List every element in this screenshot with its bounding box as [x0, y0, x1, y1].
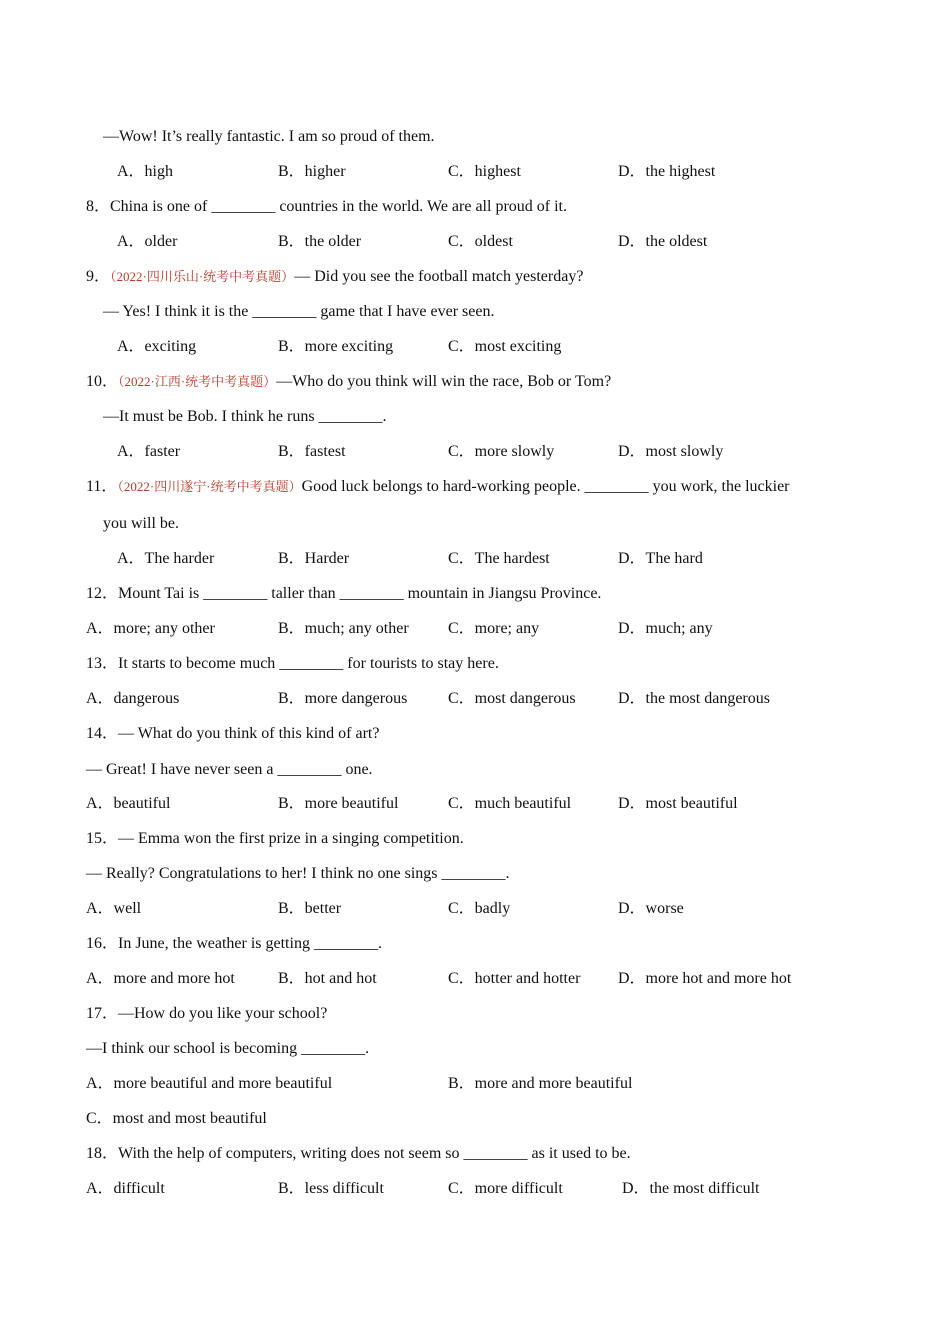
q16-option-a: A．more and more hot — [86, 970, 235, 987]
q12-stem: 12．Mount Tai is ________ taller than ________ mountain in Jiangsu Province. — [86, 585, 602, 602]
q15-stem: 15．— Emma won the first prize in a singing competition. — [86, 830, 464, 847]
q11-option-c: C．The hardest — [448, 550, 550, 567]
q7-reply: —Wow! It’s really fantastic. I am so proud of them. — [103, 128, 435, 145]
q14-stem: 14．— What do you think of this kind of art? — [86, 725, 380, 742]
q10-source-label: （2022·江西·统考中考真题） — [118, 374, 277, 389]
q17-option-a: A．more beautiful and more beautiful — [86, 1075, 333, 1092]
q18-option-d: D．the most difficult — [622, 1180, 760, 1197]
q7-option-d: D．the highest — [618, 163, 716, 180]
q9-reply: — Yes! I think it is the ________ game that I have ever seen. — [103, 303, 495, 320]
q11-stem-continued: you will be. — [103, 515, 179, 532]
q11-option-a: A．The harder — [117, 550, 215, 567]
q18-option-b: B．less difficult — [278, 1180, 384, 1197]
q8-stem: 8．China is one of ________ countries in the world. We are all proud of it. — [86, 198, 567, 215]
q11-number: 11． — [86, 478, 118, 495]
q13-option-a: A．dangerous — [86, 690, 180, 707]
q15-option-b: B．better — [278, 900, 342, 917]
q10-stem — [86, 372, 611, 392]
q10-number: 10． — [86, 373, 119, 390]
q17-option-b: B．more and more beautiful — [448, 1075, 633, 1092]
q13-stem: 13．It starts to become much ________ for tourists to stay here. — [86, 655, 499, 672]
q11-option-b: B．Harder — [278, 550, 350, 567]
q10-option-b: B．fastest — [278, 443, 346, 460]
q9-number: 9． — [86, 268, 111, 285]
q18-stem: 18．With the help of computers, writing does not seem so ________ as it used to be. — [86, 1145, 631, 1162]
q18-option-c: C．more difficult — [448, 1180, 563, 1197]
q11-source-label: （2022·四川遂宁·统考中考真题） — [117, 479, 302, 494]
q10-option-c: C．more slowly — [448, 443, 555, 460]
q9-question: — Did you see the football match yesterday? — [294, 268, 584, 285]
q10-reply: —It must be Bob. I think he runs ________. — [103, 408, 387, 425]
q10-question: —Who do you think will win the race, Bob or Tom? — [276, 373, 612, 390]
q14-reply: — Great! I have never seen a ________ one. — [86, 761, 373, 778]
q9-stem — [86, 267, 583, 287]
q13-option-d: D．the most dangerous — [618, 690, 770, 707]
q12-option-a: A．more; any other — [86, 620, 215, 637]
q17-reply: —I think our school is becoming ________. — [86, 1040, 370, 1057]
q14-option-a: A．beautiful — [86, 795, 171, 812]
q18-option-a: A．difficult — [86, 1180, 165, 1197]
q8-option-a: A．older — [117, 233, 178, 250]
q16-stem: 16．In June, the weather is getting ________. — [86, 935, 382, 952]
q12-option-d: D．much; any — [618, 620, 713, 637]
q7-option-c: C．highest — [448, 163, 521, 180]
q14-option-b: B．more beautiful — [278, 795, 399, 812]
q11-option-d: D．The hard — [618, 550, 703, 567]
q15-reply: — Really? Congratulations to her! I think no one sings ________. — [86, 865, 510, 882]
q12-option-c: C．more; any — [448, 620, 540, 637]
q15-option-d: D．worse — [618, 900, 684, 917]
q17-option-c: C．most and most beautiful — [86, 1110, 267, 1127]
q11-question: Good luck belongs to hard-working people. ________ you work, the luckier — [301, 478, 790, 495]
q10-option-a: A．faster — [117, 443, 181, 460]
q7-option-a: A．high — [117, 163, 174, 180]
q16-option-c: C．hotter and hotter — [448, 970, 581, 987]
q13-option-b: B．more dangerous — [278, 690, 408, 707]
q8-option-c: C．oldest — [448, 233, 513, 250]
q9-option-a: A．exciting — [117, 338, 197, 355]
q14-option-c: C．much beautiful — [448, 795, 572, 812]
q9-source-label: （2022·四川乐山·统考中考真题） — [110, 269, 295, 284]
q12-option-b: B．much; any other — [278, 620, 409, 637]
q16-option-d: D．more hot and more hot — [618, 970, 792, 987]
q16-option-b: B．hot and hot — [278, 970, 377, 987]
q17-stem: 17．—How do you like your school? — [86, 1005, 328, 1022]
q9-option-b: B．more exciting — [278, 338, 394, 355]
q9-option-c: C．most exciting — [448, 338, 562, 355]
q8-option-b: B．the older — [278, 233, 362, 250]
q7-option-b: B．higher — [278, 163, 346, 180]
q10-option-d: D．most slowly — [618, 443, 724, 460]
q15-option-a: A．well — [86, 900, 142, 917]
q14-option-d: D．most beautiful — [618, 795, 738, 812]
q13-option-c: C．most dangerous — [448, 690, 576, 707]
q8-option-d: D．the oldest — [618, 233, 708, 250]
q15-option-c: C．badly — [448, 900, 511, 917]
q11-stem — [86, 477, 790, 497]
